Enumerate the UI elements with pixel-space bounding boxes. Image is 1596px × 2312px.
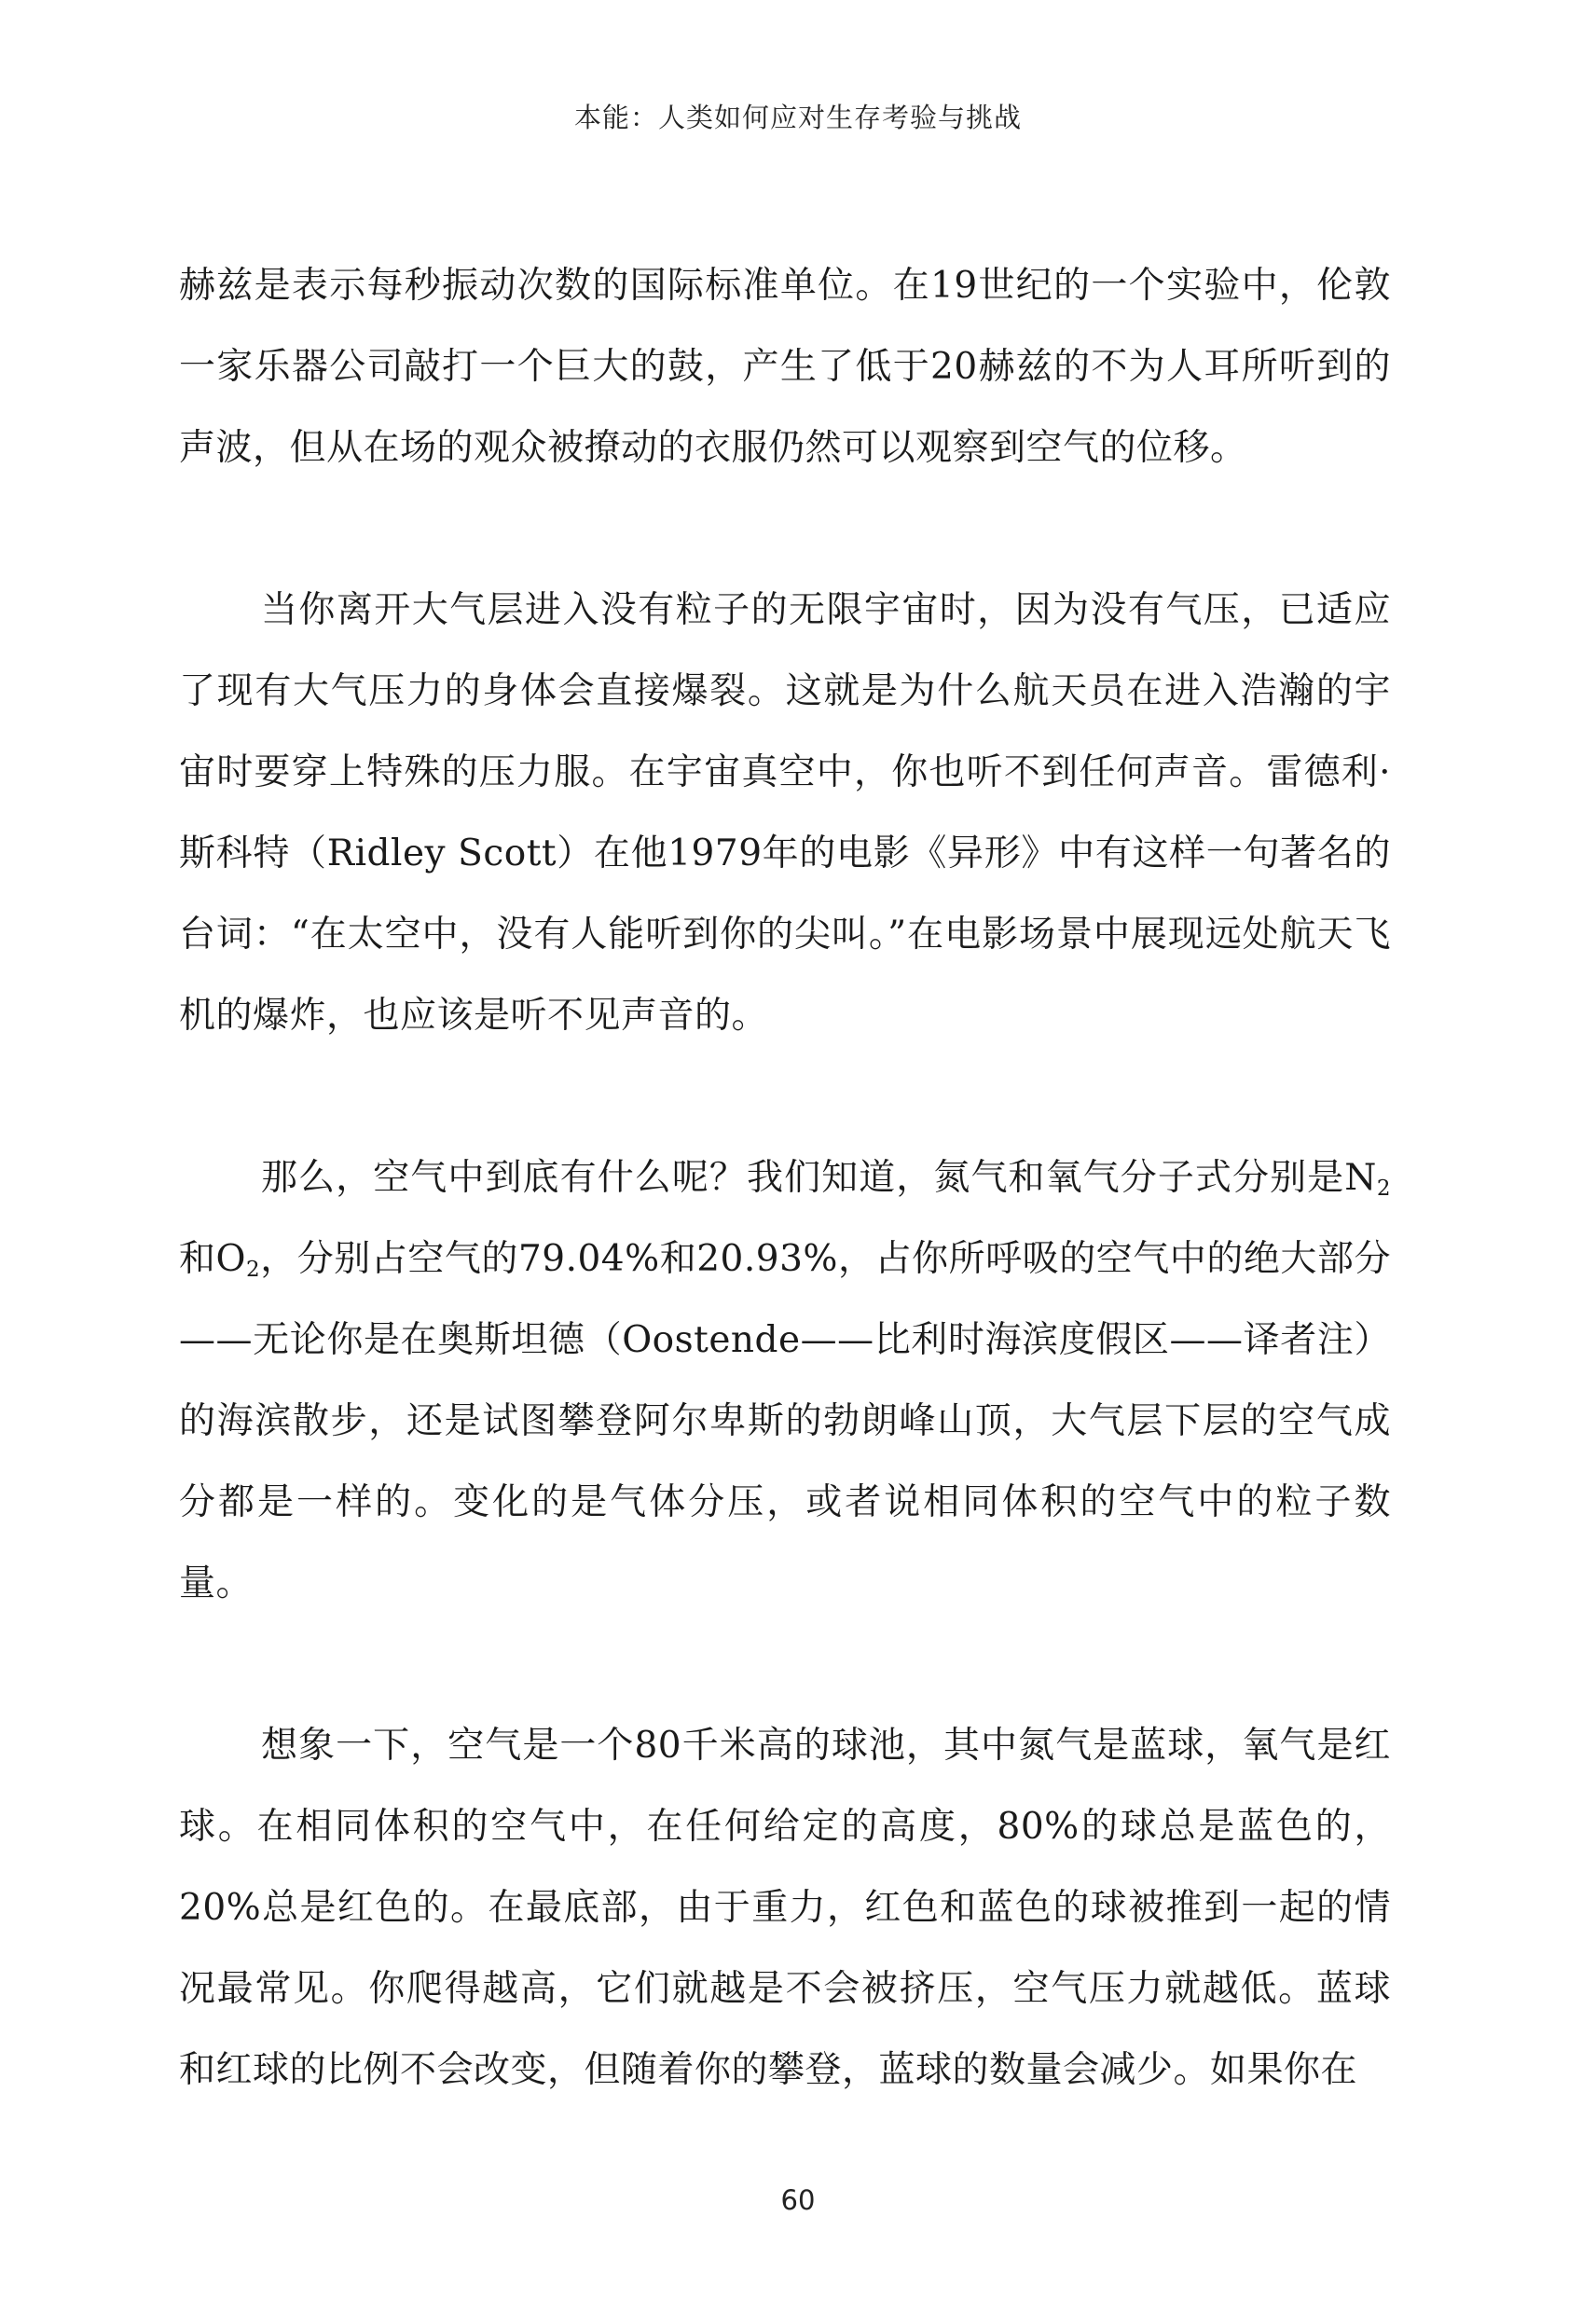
air-composition-rest: ，分别占空气的79.04%和20.93%，占你所呼吸的空气中的绝大部分——无论你是在奥斯坦德（Oostende——比利时海滨度假区——译者注）的海滨散步，还是试图攀登阿尔卑斯的勃朗峰山顶，大气层下层的空气成分都是一样的。变化的是气体分压，或者说相同体积的空气中的粒子数量。 — [179, 1238, 1391, 1604]
paragraph-air-composition — [179, 1137, 1391, 1624]
paragraph-ball-pool-analogy: 想象一下，空气是一个80千米高的球池，其中氮气是蓝球，氧气是红球。在相同体积的空气中，在任何给定的高度，80%的球总是蓝色的，20%总是红色的。在最底部，由于重力，红色和蓝色的球被推到一起的情况最常见。你爬得越高，它们就越是不会被挤压，空气压力就越低。蓝球和红球的比例不会改变，但随着你的攀登，蓝球的数量会减少。如果你在 — [179, 1725, 1391, 2091]
running-header-title: 本能：人类如何应对生存考验与挑战 — [573, 102, 1022, 133]
conjunction-and: 和 — [179, 1238, 216, 1280]
paragraph-hertz: 赫兹是表示每秒振动次数的国际标准单位。在19世纪的一个实验中，伦敦一家乐器公司敲打一个巨大的鼓，产生了低于20赫兹的不为人耳所听到的声波，但从在场的观众被撩动的衣服仍然可以观察到空气的位移。 — [179, 265, 1391, 469]
nitrogen-symbol: N — [1344, 1157, 1377, 1199]
oxygen-subscript: 2 — [246, 1258, 261, 1282]
page-number: 60 — [780, 2184, 816, 2216]
nitrogen-subscript: 2 — [1376, 1177, 1391, 1201]
air-composition-intro: 那么，空气中到底有什么呢？我们知道，氮气和氧气分子式分别是 — [261, 1157, 1345, 1199]
paragraph-space-vacuum: 当你离开大气层进入没有粒子的无限宇宙时，因为没有气压，已适应了现有大气压力的身体会直接爆裂。这就是为什么航天员在进入浩瀚的宇宙时要穿上特殊的压力服。在宇宙真空中，你也听不到任何声音。雷德利·斯科特（Ridley Scott）在他1979年的电影《异形》中有这样一句著名的台词：“在太空中，没有人能听到你的尖叫。”在电影场景中展现远处航天飞机的爆炸，也应该是听不见声音的。 — [179, 589, 1391, 1037]
oxygen-symbol: O — [215, 1238, 247, 1280]
